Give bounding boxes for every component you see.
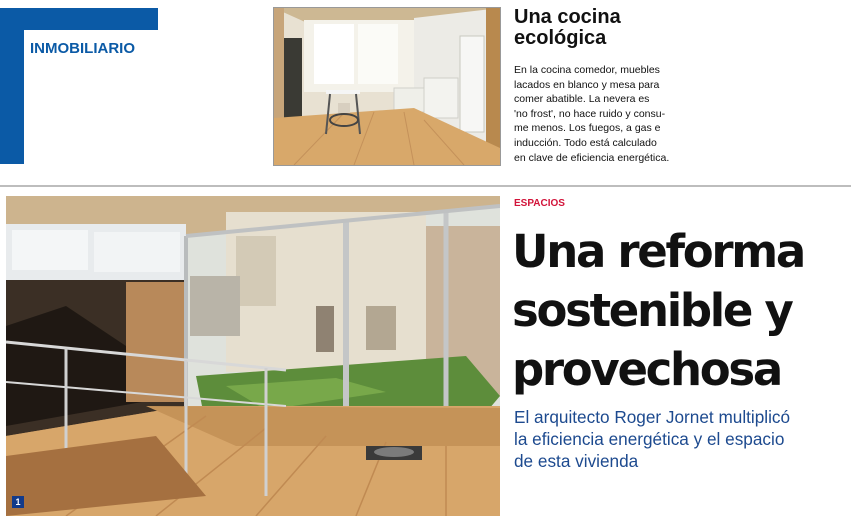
subtitle-line: El arquitecto Roger Jornet multiplicó bbox=[514, 407, 791, 427]
kitchen-body-line: me menos. Los fuegos, a gas e bbox=[514, 122, 661, 135]
kitchen-body-line: comer abatible. La nevera es bbox=[514, 93, 650, 106]
kitchen-title-line: ecológica bbox=[514, 27, 607, 49]
kitchen-body-line: En la cocina comedor, muebles bbox=[514, 64, 660, 76]
article-subtitle bbox=[514, 406, 844, 472]
subtitle-line: de esta vivienda bbox=[514, 451, 639, 471]
kitchen-body-line: lacados en blanco y mesa para bbox=[514, 78, 660, 91]
headline-line: sostenible y bbox=[512, 284, 792, 337]
kitchen-body-line: 'no frost', no hace ruido y consu- bbox=[514, 107, 666, 120]
headline-line: provechosa bbox=[512, 343, 781, 396]
kitchen-body-line: en clave de eficiencia energética. bbox=[514, 151, 670, 164]
kitchen-title-line: Una cocina bbox=[514, 6, 621, 28]
photo-number-badge: 1 bbox=[12, 496, 24, 508]
main-photo bbox=[6, 196, 500, 516]
section-tab-stripe bbox=[0, 8, 24, 164]
article-headline bbox=[512, 222, 848, 399]
kitchen-photo bbox=[273, 7, 501, 166]
headline-line: Una reforma bbox=[512, 225, 804, 278]
section-label: INMOBILIARIO bbox=[30, 40, 135, 57]
subtitle-line: la eficiencia energética y el espacio bbox=[514, 429, 785, 449]
article-kicker: ESPACIOS bbox=[514, 198, 565, 209]
section-tab bbox=[0, 8, 160, 164]
kitchen-body bbox=[514, 63, 684, 165]
section-divider bbox=[0, 185, 851, 187]
kitchen-body-line: inducción. Todo está calculado bbox=[514, 136, 657, 149]
kitchen-title bbox=[514, 7, 754, 49]
